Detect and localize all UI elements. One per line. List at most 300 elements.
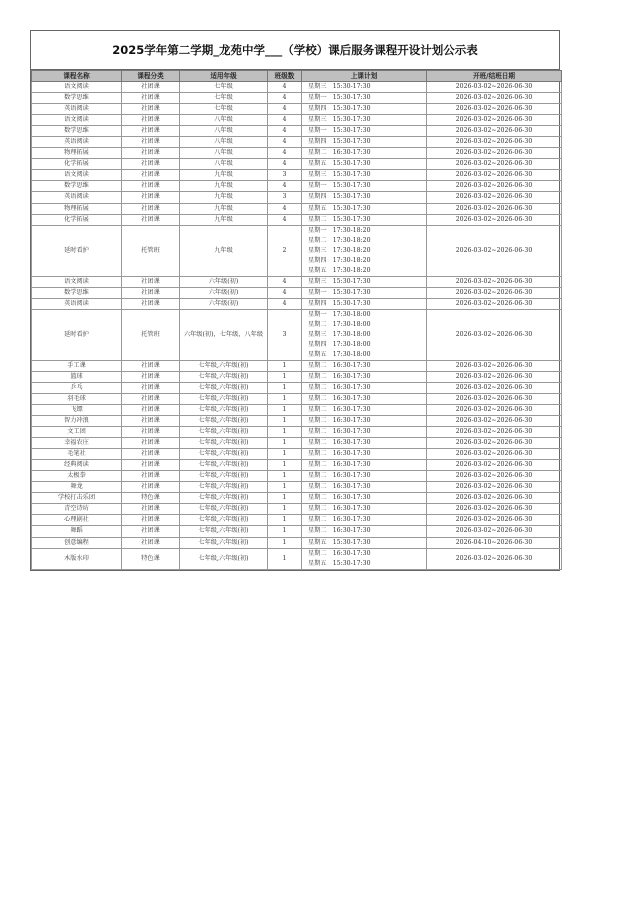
schedule-line: 星期二 16:30-17:30 bbox=[308, 383, 371, 391]
grade-cell: 七年级,六年级(初) bbox=[180, 449, 268, 460]
dates-cell: 2026-03-02~2026-06-30 bbox=[427, 298, 562, 309]
category-cell: 特色课 bbox=[122, 493, 180, 504]
schedule-cell bbox=[302, 371, 427, 382]
class-count-cell: 1 bbox=[268, 515, 302, 526]
course-name-cell: 心理剧社 bbox=[32, 515, 122, 526]
category-cell: 社团课 bbox=[122, 371, 180, 382]
table-row bbox=[32, 276, 562, 287]
category-cell: 社团课 bbox=[122, 181, 180, 192]
category-cell: 社团课 bbox=[122, 287, 180, 298]
table-row bbox=[32, 504, 562, 515]
schedule-line: 星期三 15:30-17:30 bbox=[308, 171, 371, 179]
dates-cell: 2026-03-02~2026-06-30 bbox=[427, 493, 562, 504]
table-row bbox=[32, 382, 562, 393]
dates-cell: 2026-03-02~2026-06-30 bbox=[427, 159, 562, 170]
table-row bbox=[32, 192, 562, 203]
dates-cell: 2026-03-02~2026-06-30 bbox=[427, 225, 562, 276]
grade-cell: 八年级 bbox=[180, 148, 268, 159]
grade-cell: 九年级 bbox=[180, 214, 268, 225]
category-cell: 社团课 bbox=[122, 276, 180, 287]
grade-cell: 七年级,六年级(初) bbox=[180, 360, 268, 371]
schedule-line: 星期一 15:30-17:30 bbox=[308, 94, 371, 102]
schedule-cell bbox=[302, 537, 427, 548]
course-name-cell: 英语阅读 bbox=[32, 298, 122, 309]
schedule-cell bbox=[302, 276, 427, 287]
schedule-line: 星期二 16:30-17:30 bbox=[308, 505, 371, 513]
grade-cell: 九年级 bbox=[180, 192, 268, 203]
table-row bbox=[32, 104, 562, 115]
course-table bbox=[31, 70, 562, 570]
table-row bbox=[32, 438, 562, 449]
table-row bbox=[32, 404, 562, 415]
schedule-line: 星期二 17:30-18:20 bbox=[308, 236, 371, 244]
class-count-cell: 1 bbox=[268, 493, 302, 504]
grade-cell: 七年级,六年级(初) bbox=[180, 427, 268, 438]
class-count-cell: 1 bbox=[268, 504, 302, 515]
grade-cell: 七年级,六年级(初) bbox=[180, 382, 268, 393]
grade-cell: 七年级,六年级(初) bbox=[180, 526, 268, 537]
schedule-line: 星期二 16:30-17:30 bbox=[308, 472, 371, 480]
category-cell: 社团课 bbox=[122, 471, 180, 482]
grade-cell: 七年级 bbox=[180, 93, 268, 104]
dates-cell: 2026-03-02~2026-06-30 bbox=[427, 276, 562, 287]
schedule-cell bbox=[302, 404, 427, 415]
schedule-line: 星期二 16:30-17:30 bbox=[308, 494, 371, 502]
dates-cell: 2026-03-02~2026-06-30 bbox=[427, 526, 562, 537]
category-cell: 社团课 bbox=[122, 298, 180, 309]
dates-cell: 2026-03-02~2026-06-30 bbox=[427, 104, 562, 115]
category-cell: 社团课 bbox=[122, 192, 180, 203]
schedule-line: 星期五 15:30-17:30 bbox=[308, 160, 371, 168]
class-count-cell: 1 bbox=[268, 438, 302, 449]
schedule-cell bbox=[302, 126, 427, 137]
dates-cell: 2026-03-02~2026-06-30 bbox=[427, 203, 562, 214]
table-header-row bbox=[32, 71, 562, 82]
grade-cell: 九年级 bbox=[180, 203, 268, 214]
category-cell: 社团课 bbox=[122, 93, 180, 104]
schedule-line: 星期一 15:30-17:30 bbox=[308, 288, 371, 296]
schedule-line: 星期一 15:30-17:30 bbox=[308, 127, 371, 135]
class-count-cell: 4 bbox=[268, 115, 302, 126]
header-class-count: 班级数 bbox=[268, 71, 302, 82]
schedule-line: 星期四 17:30-18:00 bbox=[308, 340, 371, 348]
grade-cell: 七年级,六年级(初) bbox=[180, 493, 268, 504]
table-row bbox=[32, 493, 562, 504]
schedule-cell bbox=[302, 203, 427, 214]
grade-cell: 九年级 bbox=[180, 181, 268, 192]
schedule-line: 星期二 16:30-17:30 bbox=[308, 439, 371, 447]
course-name-cell: 语文阅读 bbox=[32, 170, 122, 181]
schedule-cell bbox=[302, 159, 427, 170]
grade-cell: 七年级,六年级(初) bbox=[180, 404, 268, 415]
grade-cell: 七年级,六年级(初) bbox=[180, 471, 268, 482]
schedule-line: 星期二 16:30-17:30 bbox=[308, 461, 371, 469]
category-cell: 社团课 bbox=[122, 482, 180, 493]
dates-cell: 2026-03-02~2026-06-30 bbox=[427, 137, 562, 148]
grade-cell: 六年级(初)，七年级，八年级 bbox=[180, 309, 268, 360]
dates-cell: 2026-03-02~2026-06-30 bbox=[427, 449, 562, 460]
class-count-cell: 1 bbox=[268, 427, 302, 438]
table-row bbox=[32, 287, 562, 298]
category-cell: 社团课 bbox=[122, 203, 180, 214]
schedule-line: 星期三 17:30-18:20 bbox=[308, 246, 371, 254]
dates-cell: 2026-03-02~2026-06-30 bbox=[427, 471, 562, 482]
dates-cell: 2026-03-02~2026-06-30 bbox=[427, 148, 562, 159]
schedule-line: 星期二 16:30-17:30 bbox=[308, 428, 371, 436]
table-row bbox=[32, 548, 562, 569]
schedule-cell bbox=[302, 137, 427, 148]
dates-cell: 2026-03-02~2026-06-30 bbox=[427, 309, 562, 360]
schedule-cell bbox=[302, 504, 427, 515]
course-name-cell: 英语阅读 bbox=[32, 104, 122, 115]
schedule-line: 星期三 15:30-17:30 bbox=[308, 116, 371, 124]
table-row bbox=[32, 415, 562, 426]
schedule-line: 星期四 15:30-17:30 bbox=[308, 105, 371, 113]
class-count-cell: 3 bbox=[268, 309, 302, 360]
category-cell: 社团课 bbox=[122, 170, 180, 181]
schedule-line: 星期五 17:30-18:00 bbox=[308, 350, 371, 358]
category-cell: 社团课 bbox=[122, 504, 180, 515]
schedule-sheet bbox=[30, 30, 560, 571]
table-row bbox=[32, 159, 562, 170]
schedule-line: 星期二 16:30-17:30 bbox=[308, 527, 371, 535]
course-name-cell: 数学思维 bbox=[32, 181, 122, 192]
table-row bbox=[32, 93, 562, 104]
dates-cell: 2026-03-02~2026-06-30 bbox=[427, 170, 562, 181]
page-title: 2025学年第二学期_龙苑中学___（学校）课后服务课程开设计划公示表 bbox=[31, 31, 559, 70]
schedule-line: 星期二 16:30-17:30 bbox=[308, 450, 371, 458]
grade-cell: 七年级 bbox=[180, 104, 268, 115]
class-count-cell: 4 bbox=[268, 93, 302, 104]
schedule-cell bbox=[302, 460, 427, 471]
table-row bbox=[32, 427, 562, 438]
table-body bbox=[32, 82, 562, 570]
dates-cell: 2026-03-02~2026-06-30 bbox=[427, 115, 562, 126]
class-count-cell: 2 bbox=[268, 225, 302, 276]
grade-cell: 七年级,六年级(初) bbox=[180, 482, 268, 493]
category-cell: 社团课 bbox=[122, 159, 180, 170]
table-row bbox=[32, 137, 562, 148]
class-count-cell: 1 bbox=[268, 382, 302, 393]
table-row bbox=[32, 214, 562, 225]
table-row bbox=[32, 203, 562, 214]
course-name-cell: 语文阅读 bbox=[32, 276, 122, 287]
schedule-cell bbox=[302, 93, 427, 104]
grade-cell: 六年级(初) bbox=[180, 276, 268, 287]
class-count-cell: 4 bbox=[268, 181, 302, 192]
schedule-line: 星期二 17:30-18:00 bbox=[308, 320, 371, 328]
dates-cell: 2026-03-02~2026-06-30 bbox=[427, 404, 562, 415]
course-name-cell: 舞龙 bbox=[32, 482, 122, 493]
category-cell: 托管班 bbox=[122, 225, 180, 276]
schedule-cell bbox=[302, 471, 427, 482]
category-cell: 社团课 bbox=[122, 460, 180, 471]
class-count-cell: 1 bbox=[268, 537, 302, 548]
course-name-cell: 英语阅读 bbox=[32, 137, 122, 148]
course-name-cell: 木版水印 bbox=[32, 548, 122, 569]
grade-cell: 八年级 bbox=[180, 159, 268, 170]
table-row bbox=[32, 482, 562, 493]
schedule-cell bbox=[302, 548, 427, 569]
class-count-cell: 3 bbox=[268, 192, 302, 203]
category-cell: 社团课 bbox=[122, 404, 180, 415]
dates-cell: 2026-03-02~2026-06-30 bbox=[427, 482, 562, 493]
dates-cell: 2026-04-10~2026-06-30 bbox=[427, 537, 562, 548]
header-category: 课程分类 bbox=[122, 71, 180, 82]
category-cell: 社团课 bbox=[122, 515, 180, 526]
category-cell: 社团课 bbox=[122, 526, 180, 537]
course-name-cell: 羽毛球 bbox=[32, 393, 122, 404]
table-row bbox=[32, 126, 562, 137]
course-name-cell: 延时看护 bbox=[32, 309, 122, 360]
dates-cell: 2026-03-02~2026-06-30 bbox=[427, 548, 562, 569]
course-name-cell: 篮球 bbox=[32, 371, 122, 382]
table-row bbox=[32, 115, 562, 126]
class-count-cell: 1 bbox=[268, 460, 302, 471]
header-course-name: 课程名称 bbox=[32, 71, 122, 82]
schedule-line: 星期二 16:30-17:30 bbox=[308, 549, 371, 557]
course-name-cell: 语文阅读 bbox=[32, 115, 122, 126]
table-row bbox=[32, 471, 562, 482]
course-name-cell: 物理拓展 bbox=[32, 148, 122, 159]
course-name-cell: 化学拓展 bbox=[32, 214, 122, 225]
schedule-line: 星期五 15:30-17:30 bbox=[308, 204, 371, 212]
table-row bbox=[32, 148, 562, 159]
schedule-cell bbox=[302, 148, 427, 159]
course-name-cell: 舞蹈 bbox=[32, 526, 122, 537]
dates-cell: 2026-03-02~2026-06-30 bbox=[427, 382, 562, 393]
schedule-line: 星期二 16:30-17:30 bbox=[308, 372, 371, 380]
table-row bbox=[32, 460, 562, 471]
grade-cell: 七年级,六年级(初) bbox=[180, 393, 268, 404]
table-row bbox=[32, 537, 562, 548]
class-count-cell: 1 bbox=[268, 415, 302, 426]
course-name-cell: 手工课 bbox=[32, 360, 122, 371]
schedule-cell bbox=[302, 287, 427, 298]
schedule-cell bbox=[302, 393, 427, 404]
category-cell: 托管班 bbox=[122, 309, 180, 360]
schedule-line: 星期二 16:30-17:30 bbox=[308, 483, 371, 491]
class-count-cell: 1 bbox=[268, 371, 302, 382]
table-row bbox=[32, 181, 562, 192]
schedule-line: 星期四 15:30-17:30 bbox=[308, 299, 371, 307]
dates-cell: 2026-03-02~2026-06-30 bbox=[427, 192, 562, 203]
category-cell: 社团课 bbox=[122, 126, 180, 137]
category-cell: 社团课 bbox=[122, 415, 180, 426]
schedule-cell bbox=[302, 482, 427, 493]
dates-cell: 2026-03-02~2026-06-30 bbox=[427, 371, 562, 382]
table-row bbox=[32, 360, 562, 371]
class-count-cell: 1 bbox=[268, 449, 302, 460]
schedule-cell bbox=[302, 225, 427, 276]
schedule-cell bbox=[302, 427, 427, 438]
schedule-cell bbox=[302, 415, 427, 426]
schedule-cell bbox=[302, 214, 427, 225]
grade-cell: 六年级(初) bbox=[180, 298, 268, 309]
course-name-cell: 语文阅读 bbox=[32, 82, 122, 93]
grade-cell: 七年级,六年级(初) bbox=[180, 415, 268, 426]
category-cell: 社团课 bbox=[122, 115, 180, 126]
schedule-line: 星期五 17:30-18:20 bbox=[308, 266, 371, 274]
grade-cell: 七年级,六年级(初) bbox=[180, 504, 268, 515]
class-count-cell: 1 bbox=[268, 404, 302, 415]
dates-cell: 2026-03-02~2026-06-30 bbox=[427, 415, 562, 426]
grade-cell: 八年级 bbox=[180, 126, 268, 137]
course-name-cell: 经典阅读 bbox=[32, 460, 122, 471]
category-cell: 社团课 bbox=[122, 427, 180, 438]
course-name-cell: 青空诗坊 bbox=[32, 504, 122, 515]
grade-cell: 七年级,六年级(初) bbox=[180, 438, 268, 449]
class-count-cell: 4 bbox=[268, 148, 302, 159]
category-cell: 社团课 bbox=[122, 438, 180, 449]
course-name-cell: 创意编程 bbox=[32, 537, 122, 548]
table-row bbox=[32, 371, 562, 382]
course-name-cell: 数学思维 bbox=[32, 287, 122, 298]
schedule-line: 星期二 15:30-17:30 bbox=[308, 215, 371, 223]
schedule-line: 星期四 15:30-17:30 bbox=[308, 138, 371, 146]
schedule-cell bbox=[302, 382, 427, 393]
course-name-cell: 数学思维 bbox=[32, 93, 122, 104]
dates-cell: 2026-03-02~2026-06-30 bbox=[427, 504, 562, 515]
schedule-cell bbox=[302, 526, 427, 537]
class-count-cell: 4 bbox=[268, 276, 302, 287]
dates-cell: 2026-03-02~2026-06-30 bbox=[427, 360, 562, 371]
dates-cell: 2026-03-02~2026-06-30 bbox=[427, 93, 562, 104]
class-count-cell: 4 bbox=[268, 214, 302, 225]
class-count-cell: 1 bbox=[268, 526, 302, 537]
course-name-cell: 幸福农庄 bbox=[32, 438, 122, 449]
dates-cell: 2026-03-02~2026-06-30 bbox=[427, 460, 562, 471]
grade-cell: 九年级 bbox=[180, 225, 268, 276]
schedule-cell bbox=[302, 298, 427, 309]
category-cell: 社团课 bbox=[122, 393, 180, 404]
class-count-cell: 4 bbox=[268, 137, 302, 148]
dates-cell: 2026-03-02~2026-06-30 bbox=[427, 427, 562, 438]
course-name-cell: 飞镖 bbox=[32, 404, 122, 415]
table-row bbox=[32, 225, 562, 276]
schedule-line: 星期二 16:30-17:30 bbox=[308, 417, 371, 424]
schedule-cell bbox=[302, 309, 427, 360]
dates-cell: 2026-03-02~2026-06-30 bbox=[427, 214, 562, 225]
table-row bbox=[32, 298, 562, 309]
dates-cell: 2026-03-02~2026-06-30 bbox=[427, 126, 562, 137]
class-count-cell: 4 bbox=[268, 159, 302, 170]
category-cell: 特色课 bbox=[122, 548, 180, 569]
table-row bbox=[32, 82, 562, 93]
schedule-line: 星期一 17:30-18:00 bbox=[308, 310, 371, 318]
grade-cell: 七年级,六年级(初) bbox=[180, 548, 268, 569]
class-count-cell: 1 bbox=[268, 393, 302, 404]
schedule-line: 星期二 16:30-17:30 bbox=[308, 361, 371, 369]
schedule-line: 星期三 15:30-17:30 bbox=[308, 277, 371, 285]
grade-cell: 七年级 bbox=[180, 82, 268, 93]
class-count-cell: 4 bbox=[268, 287, 302, 298]
schedule-cell bbox=[302, 493, 427, 504]
grade-cell: 七年级,六年级(初) bbox=[180, 515, 268, 526]
schedule-line: 星期三 15:30-17:30 bbox=[308, 83, 371, 91]
class-count-cell: 1 bbox=[268, 482, 302, 493]
schedule-line: 星期四 15:30-17:30 bbox=[308, 193, 371, 201]
dates-cell: 2026-03-02~2026-06-30 bbox=[427, 181, 562, 192]
schedule-line: 星期二 16:30-17:30 bbox=[308, 516, 371, 524]
table-row bbox=[32, 515, 562, 526]
course-name-cell: 太极拳 bbox=[32, 471, 122, 482]
schedule-cell bbox=[302, 115, 427, 126]
schedule-cell bbox=[302, 192, 427, 203]
class-count-cell: 1 bbox=[268, 548, 302, 569]
class-count-cell: 1 bbox=[268, 471, 302, 482]
class-count-cell: 3 bbox=[268, 170, 302, 181]
header-dates: 开班/结班日期 bbox=[427, 71, 562, 82]
schedule-line: 星期一 17:30-18:20 bbox=[308, 226, 371, 234]
course-name-cell: 物理拓展 bbox=[32, 203, 122, 214]
course-name-cell: 乒乓 bbox=[32, 382, 122, 393]
dates-cell: 2026-03-02~2026-06-30 bbox=[427, 287, 562, 298]
grade-cell: 九年级 bbox=[180, 170, 268, 181]
schedule-line: 星期三 17:30-18:00 bbox=[308, 330, 371, 338]
class-count-cell: 1 bbox=[268, 360, 302, 371]
course-name-cell: 智力冲浪 bbox=[32, 415, 122, 426]
class-count-cell: 4 bbox=[268, 298, 302, 309]
schedule-cell bbox=[302, 438, 427, 449]
grade-cell: 八年级 bbox=[180, 115, 268, 126]
grade-cell: 八年级 bbox=[180, 137, 268, 148]
category-cell: 社团课 bbox=[122, 148, 180, 159]
class-count-cell: 4 bbox=[268, 104, 302, 115]
course-name-cell: 学校打击乐团 bbox=[32, 493, 122, 504]
table-row bbox=[32, 170, 562, 181]
schedule-line: 星期五 15:30-17:30 bbox=[308, 538, 371, 546]
class-count-cell: 4 bbox=[268, 203, 302, 214]
grade-cell: 六年级(初) bbox=[180, 287, 268, 298]
table-row bbox=[32, 393, 562, 404]
table-row bbox=[32, 526, 562, 537]
schedule-line: 星期五 15:30-17:30 bbox=[308, 559, 371, 567]
schedule-cell bbox=[302, 170, 427, 181]
class-count-cell: 4 bbox=[268, 126, 302, 137]
class-count-cell: 4 bbox=[268, 82, 302, 93]
schedule-cell bbox=[302, 360, 427, 371]
table-row bbox=[32, 449, 562, 460]
schedule-cell bbox=[302, 104, 427, 115]
schedule-line: 星期二 16:30-17:30 bbox=[308, 394, 371, 402]
header-grade: 适用年级 bbox=[180, 71, 268, 82]
schedule-line: 星期二 16:30-17:30 bbox=[308, 149, 371, 157]
schedule-cell bbox=[302, 449, 427, 460]
dates-cell: 2026-03-02~2026-06-30 bbox=[427, 82, 562, 93]
course-name-cell: 延时看护 bbox=[32, 225, 122, 276]
dates-cell: 2026-03-02~2026-06-30 bbox=[427, 438, 562, 449]
category-cell: 社团课 bbox=[122, 137, 180, 148]
header-schedule: 上课计划 bbox=[302, 71, 427, 82]
course-name-cell: 英语阅读 bbox=[32, 192, 122, 203]
dates-cell: 2026-03-02~2026-06-30 bbox=[427, 393, 562, 404]
schedule-line: 星期一 15:30-17:30 bbox=[308, 182, 371, 190]
schedule-line: 星期二 16:30-17:30 bbox=[308, 405, 371, 413]
schedule-cell bbox=[302, 82, 427, 93]
category-cell: 社团课 bbox=[122, 82, 180, 93]
category-cell: 社团课 bbox=[122, 537, 180, 548]
grade-cell: 七年级,六年级(初) bbox=[180, 460, 268, 471]
dates-cell: 2026-03-02~2026-06-30 bbox=[427, 515, 562, 526]
course-name-cell: 毛笔社 bbox=[32, 449, 122, 460]
schedule-line: 星期四 17:30-18:20 bbox=[308, 256, 371, 264]
course-name-cell: 数学思维 bbox=[32, 126, 122, 137]
table-row bbox=[32, 309, 562, 360]
grade-cell: 七年级,六年级(初) bbox=[180, 537, 268, 548]
schedule-cell bbox=[302, 515, 427, 526]
category-cell: 社团课 bbox=[122, 449, 180, 460]
